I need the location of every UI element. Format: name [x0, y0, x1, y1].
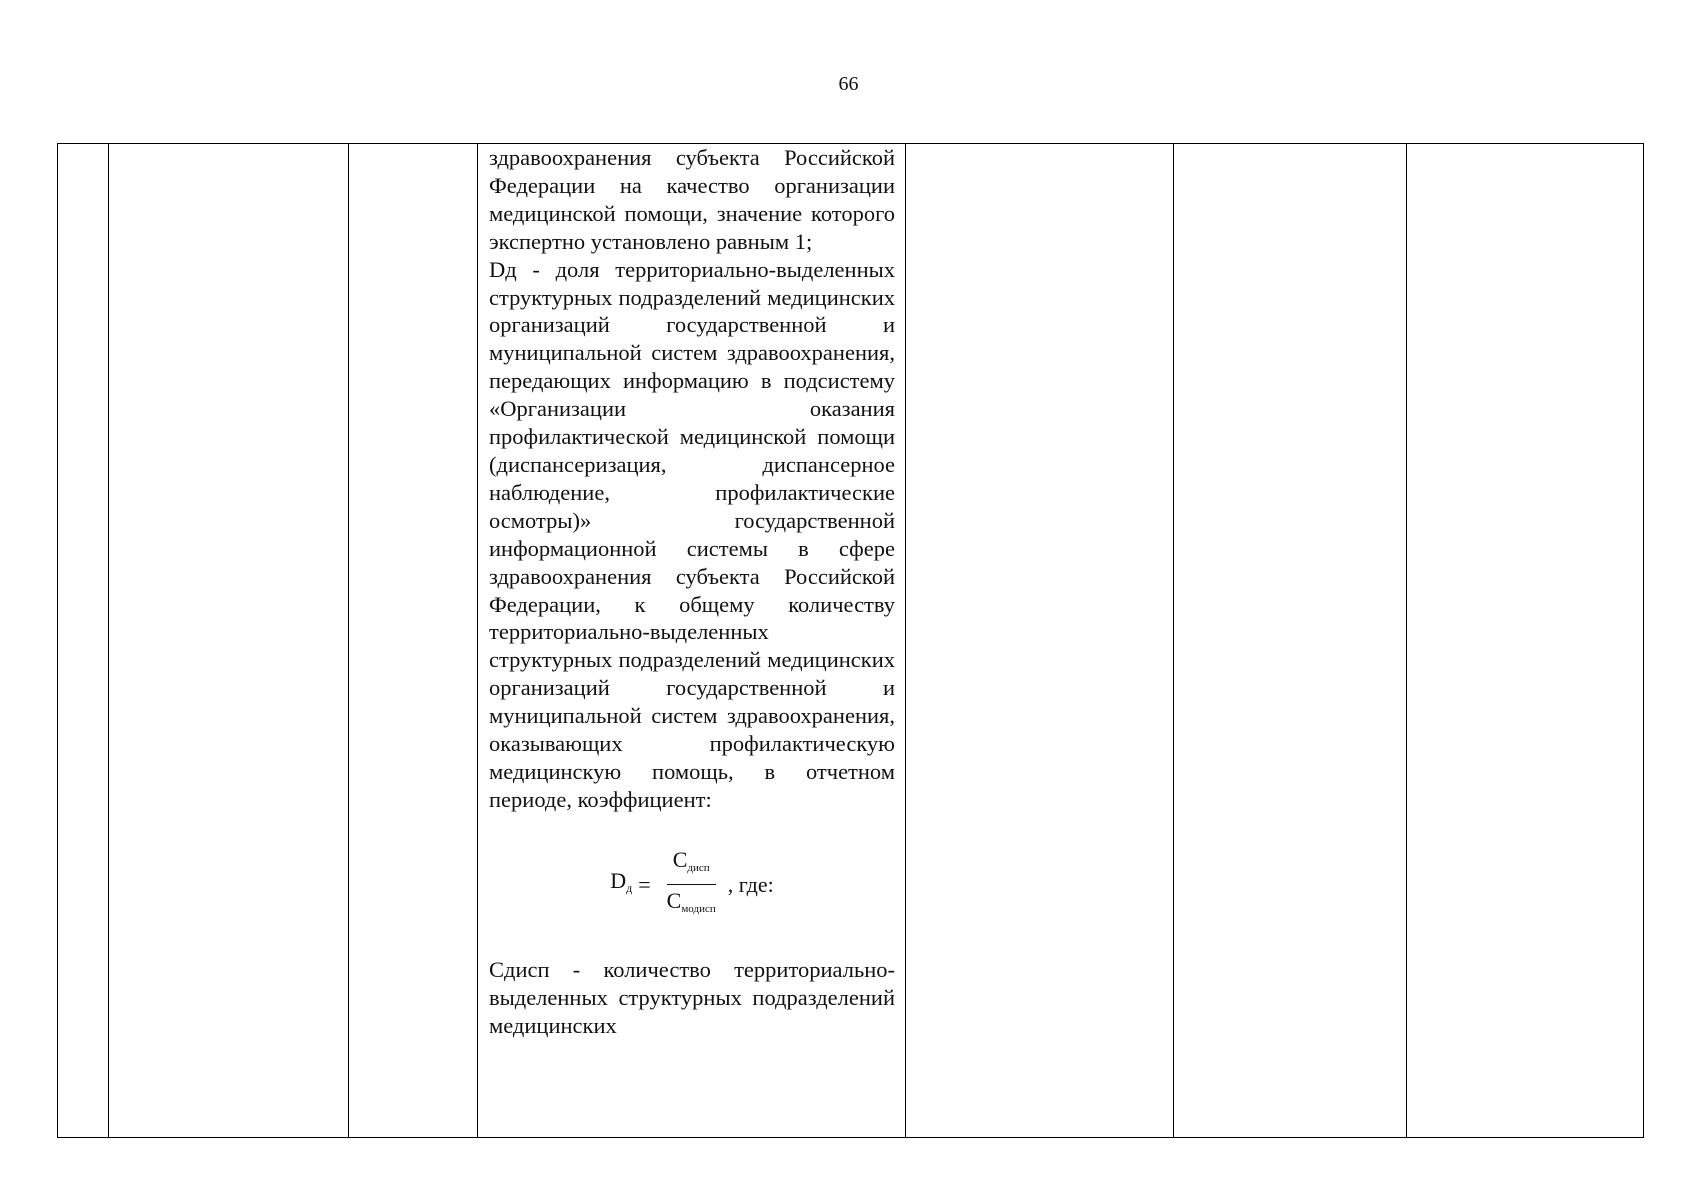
- formula-numerator: [667, 847, 716, 885]
- methodology-paragraph: Dд - доля территориально-выделенных структурных подразделений медицинских организаций государственной и муниципальной систем здравоохранения, передающих информацию в подсистему «Организации оказания профилактической медицинской помощи (диспансеризация, диспансерное наблюдение, профилактические осмотры)» государственной информационной системы в сфере здравоохранения субъекта Российской Федерации, к общему количеству территориально-выделенных структурных подразделений медицинских организаций государственной и муниципальной систем здравоохранения, оказывающих профилактическую медицинскую помощь, в отчетном периоде, коэффициент:: [489, 256, 895, 812]
- formula-denominator: [661, 885, 722, 922]
- formula-lhs-subscript: д: [626, 880, 633, 895]
- methodology-text: [478, 144, 905, 1137]
- table-cell-number: [58, 144, 109, 1138]
- formula-denominator-symbol: C: [666, 888, 682, 914]
- formula-lhs: [610, 867, 632, 903]
- table-cell-methodology: [478, 144, 906, 1138]
- formula-tail: , где:: [727, 871, 774, 897]
- document-table: [57, 143, 1644, 1138]
- table-cell-unit: [349, 144, 478, 1138]
- formula-numerator-subscript: дисп: [687, 862, 710, 875]
- formula-fraction: [661, 847, 722, 922]
- page-number: 66: [838, 73, 859, 95]
- formula-numerator-symbol: C: [672, 847, 688, 873]
- table-cell-responsible: [1174, 144, 1407, 1138]
- table-cell-periodicity: [1407, 144, 1644, 1138]
- table-cell-source: [906, 144, 1174, 1138]
- formula-lhs-symbol: D: [610, 867, 627, 893]
- methodology-paragraph: Сдисп - количество территориально-выделенных структурных подразделений медицинских: [489, 956, 895, 1038]
- formula-equals: =: [638, 871, 651, 897]
- table-cell-indicator-name: [109, 144, 349, 1138]
- formula-denominator-subscript: модисп: [681, 903, 716, 916]
- methodology-paragraph: здравоохранения субъекта Российской Федерации на качество организации медицинской помощи, значение которого экспертно установлено равным 1;: [489, 145, 895, 254]
- formula: [489, 814, 895, 956]
- table-row: [58, 144, 1644, 1138]
